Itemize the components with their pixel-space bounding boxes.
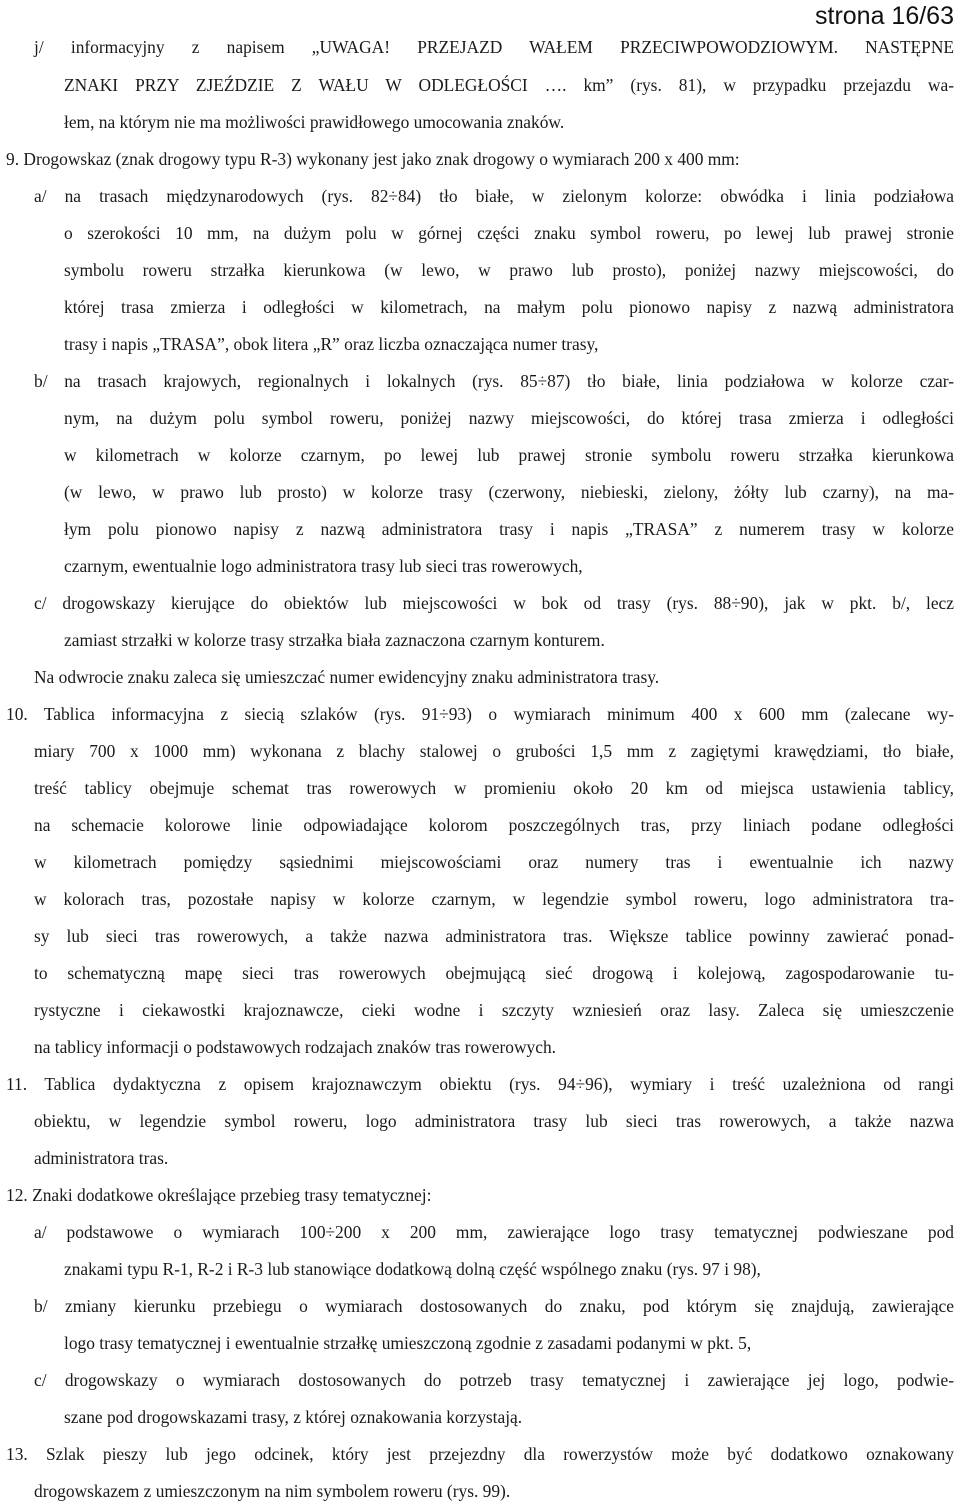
text-line: łem, na którym nie ma możliwości prawidłowego umocowania znaków. bbox=[64, 112, 565, 132]
text-line: (w lewo, w prawo lub prosto) w kolorze trasy (czerwony, niebieski, zielony, żółty lub czarny), na ma- bbox=[64, 482, 954, 502]
text-line: w kolorach tras, pozostałe napisy w kolorze czarnym, w legendzie symbol roweru, logo administratora tra- bbox=[34, 889, 954, 909]
text-line: 11. Tablica dydaktyczna z opisem krajoznawczym obiektu (rys. 94÷96), wymiary i treść uzależniona od rangi bbox=[6, 1074, 954, 1094]
text-line: ZNAKI PRZY ZJEŹDZIE Z WAŁU W ODLEGŁOŚCI …. km” (rys. 81), w przypadku przejazdu wa- bbox=[64, 75, 954, 95]
text-line: zamiast strzałki w kolorze trasy strzałka biała zaznaczona czarnym konturem. bbox=[64, 630, 605, 650]
text-line: treść tablicy obejmuje schemat tras rowerowych w promieniu około 20 km od miejsca ustawienia tablicy, bbox=[34, 778, 954, 798]
text-line: w kilometrach w kolorze czarnym, po lewej lub prawej stronie symbolu roweru strzałka kierunkowa bbox=[64, 445, 954, 465]
text-line: miary 700 x 1000 mm) wykonana z blachy stalowej o grubości 1,5 mm z zagiętymi krawędziami, tło białe, bbox=[34, 741, 954, 761]
text-line: szane pod drogowskazami trasy, z której oznakowania korzystają. bbox=[64, 1407, 523, 1427]
text-line: 12. Znaki dodatkowe określające przebieg trasy tematycznej: bbox=[6, 1185, 432, 1205]
text-line: czarnym, ewentualnie logo administratora trasy lub sieci tras rowerowych, bbox=[64, 556, 583, 576]
text-line: symbolu roweru strzałka kierunkowa (w lewo, w prawo lub prosto), poniżej nazwy miejscowości, do bbox=[64, 260, 954, 280]
text-line: c/ drogowskazy kierujące do obiektów lub miejscowości w bok od trasy (rys. 88÷90), jak w pkt. b/, lecz bbox=[34, 593, 954, 613]
text-line: b/ na trasach krajowych, regionalnych i lokalnych (rys. 85÷87) tło białe, linia podziałowa w kolorze czar- bbox=[34, 371, 954, 391]
page-number: strona 16/63 bbox=[815, 2, 954, 30]
text-line: drogowskazem z umieszczonym na nim symbolem roweru (rys. 99). bbox=[34, 1481, 511, 1501]
text-line: rystyczne i ciekawostki krajoznawcze, cieki wodne i szczyty wzniesień oraz lasy. Zaleca się umieszczenie bbox=[34, 1000, 954, 1020]
text-line: nym, na dużym polu symbol roweru, poniżej nazwy miejscowości, do której trasa zmierza i odległości bbox=[64, 408, 954, 428]
text-line: 13. Szlak pieszy lub jego odcinek, który jest przejezdny dla rowerzystów może być dodatkowo oznakowany bbox=[6, 1444, 954, 1464]
text-line: c/ drogowskazy o wymiarach dostosowanych do potrzeb trasy tematycznej i zawierające jej logo, podwie- bbox=[34, 1370, 954, 1390]
text-line: trasy i napis „TRASA”, obok litera „R” oraz liczba oznaczająca numer trasy, bbox=[64, 334, 599, 354]
text-line: na tablicy informacji o podstawowych rodzajach znaków tras rowerowych. bbox=[34, 1037, 557, 1057]
text-line: logo trasy tematycznej i ewentualnie strzałkę umieszczoną zgodnie z zasadami podanymi w pkt. 5, bbox=[64, 1333, 752, 1353]
text-line: sy lub sieci tras rowerowych, a także nazwa administratora tras. Większe tablice powinny zawierać ponad- bbox=[34, 926, 954, 946]
text-line: obiektu, w legendzie symbol roweru, logo administratora trasy lub sieci tras rowerowych, a także nazwa bbox=[34, 1111, 954, 1131]
text-line: Na odwrocie znaku zaleca się umieszczać numer ewidencyjny znaku administratora trasy. bbox=[34, 667, 660, 687]
text-line: której trasa zmierza i odległości w kilometrach, na małym polu pionowo napisy z nazwą administratora bbox=[64, 297, 954, 317]
text-line: o szerokości 10 mm, na dużym polu w górnej części znaku symbol roweru, po lewej lub prawej stronie bbox=[64, 223, 954, 243]
text-line: łym polu pionowo napisy z nazwą administratora trasy i napis „TRASA” z numerem trasy w kolorze bbox=[64, 519, 954, 539]
text-line: b/ zmiany kierunku przebiegu o wymiarach dostosowanych do znaku, pod którym się znajdują, zawierające bbox=[34, 1296, 954, 1316]
text-line: j/ informacyjny z napisem „UWAGA! PRZEJAZD WAŁEM PRZECIWPOWODZIOWYM. NASTĘPNE bbox=[34, 37, 954, 57]
text-line: 10. Tablica informacyjna z siecią szlaków (rys. 91÷93) o wymiarach minimum 400 x 600 mm (zalecane wy- bbox=[6, 704, 954, 724]
text-line: w kilometrach pomiędzy sąsiednimi miejscowościami oraz numery tras i ewentualnie ich nazwy bbox=[34, 852, 954, 872]
text-line: a/ na trasach międzynarodowych (rys. 82÷84) tło białe, w zielonym kolorze: obwódka i linia podziałowa bbox=[34, 186, 954, 206]
text-line: a/ podstawowe o wymiarach 100÷200 x 200 mm, zawierające logo trasy tematycznej podwieszane pod bbox=[34, 1222, 954, 1242]
text-line: 9. Drogowskaz (znak drogowy typu R-3) wykonany jest jako znak drogowy o wymiarach 200 x 400 mm: bbox=[6, 149, 740, 169]
text-line: na schemacie kolorowe linie odpowiadające kolorom poszczególnych tras, przy liniach podane odległości bbox=[34, 815, 954, 835]
text-line: to schematyczną mapę sieci tras rowerowych obejmującą sieć drogową i kolejową, zagospodarowanie tu- bbox=[34, 963, 954, 983]
text-line: administratora tras. bbox=[34, 1148, 169, 1168]
text-line: znakami typu R-1, R-2 i R-3 lub stanowiące dodatkową dolną część wspólnego znaku (rys. 97 i 98), bbox=[64, 1259, 761, 1279]
